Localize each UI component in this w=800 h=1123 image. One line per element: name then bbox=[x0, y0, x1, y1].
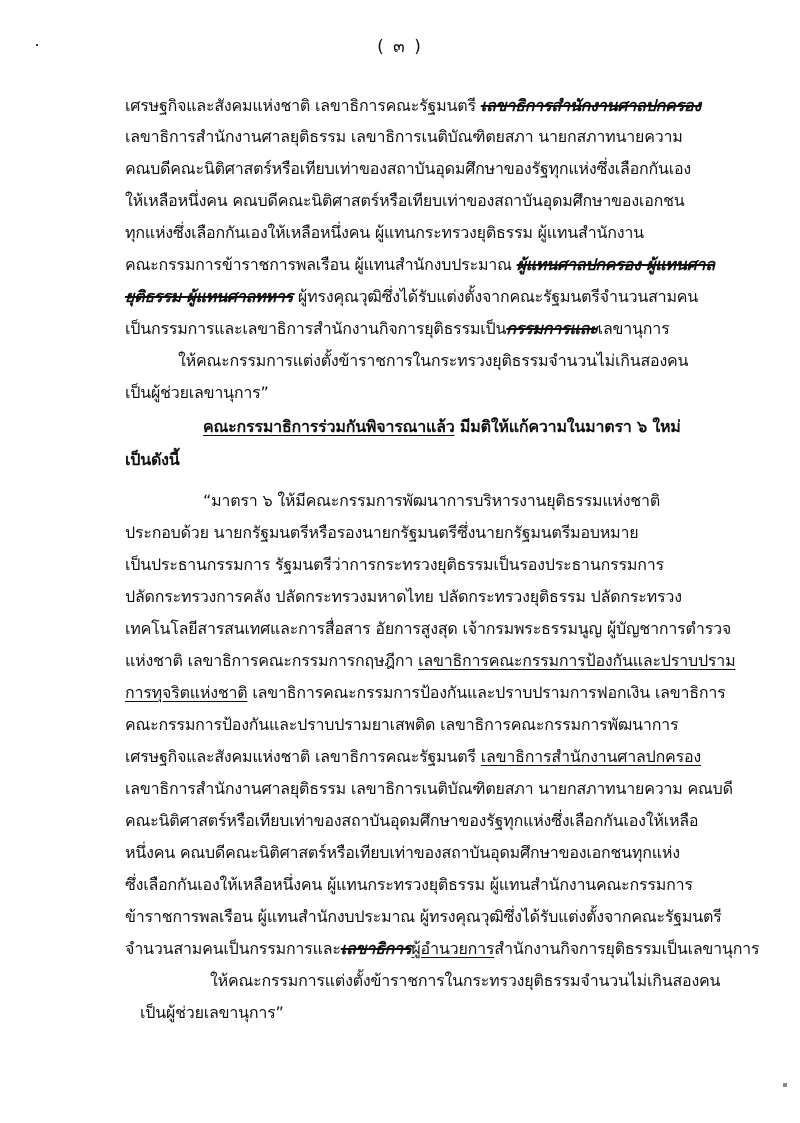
paragraph-line: ให้คณะกรรมการแต่งตั้งข้าราชการในกระทรวงยุติธรรมจำนวนไม่เกินสองคน bbox=[178, 351, 689, 370]
text-span: เศรษฐกิจและสังคมแห่งชาติ เลขาธิการคณะรัฐมนตรี bbox=[125, 747, 481, 766]
paragraph-line: ปลัดกระทรวงการคลัง ปลัดกระทรวงมหาดไทย ปลัดกระทรวงยุติธรรม ปลัดกระทรวง bbox=[125, 587, 682, 606]
struck-text: เลขาธิการ bbox=[340, 939, 412, 958]
paragraph-line bbox=[125, 650, 735, 672]
paragraph-line: คณะกรรมการป้องกันและปราบปรามยาเสพติด เลขาธิการคณะกรรมการพัฒนาการ bbox=[125, 715, 679, 734]
paragraph-line: เป็นประธานกรรมการ รัฐมนตรีว่าการกระทรวงยุติธรรมเป็นรองประธานกรรมการ bbox=[125, 555, 664, 574]
paragraph-line: เป็นผู้ช่วยเลขานุการ” bbox=[140, 1003, 284, 1022]
paragraph-line: ให้เหลือหนึ่งคน คณบดีคณะนิติศาสตร์หรือเทียบเท่าของสถาบันอุดมศึกษาของเอกชน bbox=[125, 191, 685, 210]
paragraph-line bbox=[125, 746, 701, 768]
text-span: แห่งชาติ เลขาธิการคณะกรรมการกฤษฎีกา bbox=[125, 651, 419, 670]
paragraph-line: ให้คณะกรรมการแต่งตั้งข้าราชการในกระทรวงยุติธรรมจำนวนไม่เกินสองคน bbox=[210, 971, 721, 990]
paragraph-line bbox=[125, 682, 726, 704]
struck-text: ยุติธรรม ผู้แทนศาลทหาร bbox=[125, 287, 294, 306]
scan-speck bbox=[783, 1083, 787, 1087]
struck-text: ผู้แทนศาลปกครอง ผู้แทนศาล bbox=[516, 255, 715, 274]
paragraph-line: คณบดีคณะนิติศาสตร์หรือเทียบเท่าของสถาบันอุดมศึกษาของรัฐทุกแห่งซึ่งเลือกกันเอง bbox=[125, 159, 692, 178]
paragraph-line bbox=[125, 95, 701, 117]
underlined-text: ผู้อำนวยการ bbox=[411, 939, 495, 958]
underlined-text: เลขาธิการสำนักงานศาลปกครอง bbox=[480, 747, 701, 766]
struck-text: เลขาธิการสำนักงานศาลปกครอง bbox=[480, 96, 701, 115]
text-span: คณะกรรมการข้าราชการพลเรือน ผู้แทนสำนักงบประมาณ bbox=[125, 255, 517, 274]
paragraph-line: “มาตรา ๖ ให้มีคณะกรรมการพัฒนาการบริหารงานยุติธรรมแห่งชาติ bbox=[203, 491, 661, 510]
paragraph-line: เลขาธิการสำนักงานศาลยุติธรรม เลขาธิการเนติบัณฑิตยสภา นายกสภาทนายความ คณบดี bbox=[125, 779, 733, 798]
resolution-heading: คณะกรรมาธิการร่วมกันพิจารณาแล้ว bbox=[203, 417, 455, 436]
paragraph-line: ซึ่งเลือกกันเองให้เหลือหนึ่งคน ผู้แทนกระทรวงยุติธรรม ผู้แทนสำนักงานคณะกรรมการ bbox=[125, 875, 693, 894]
paragraph-line: ข้าราชการพลเรือน ผู้แทนสำนักงบประมาณ ผู้ทรงคุณวุฒิซึ่งได้รับแต่งตั้งจากคณะรัฐมนตรี bbox=[125, 907, 722, 926]
text-span: เลขานุการ bbox=[597, 319, 670, 338]
paragraph-line: เป็นผู้ช่วยเลขานุการ” bbox=[125, 383, 269, 402]
paragraph-line: ประกอบด้วย นายกรัฐมนตรีหรือรองนายกรัฐมนตรีซึ่งนายกรัฐมนตรีมอบหมาย bbox=[125, 523, 639, 542]
paragraph-line: เทคโนโลยีสารสนเทศและการสื่อสาร อัยการสูงสุด เจ้ากรมพระธรรมนูญ ผู้บัญชาการตำรวจ bbox=[125, 619, 732, 638]
text-span: เป็นกรรมการและเลขาธิการสำนักงานกิจการยุติธรรมเป็น bbox=[125, 319, 507, 338]
text-span: เศรษฐกิจและสังคมแห่งชาติ เลขาธิการคณะรัฐมนตรี bbox=[125, 96, 481, 115]
text-span: จำนวนสามคนเป็นกรรมการและ bbox=[125, 939, 341, 958]
paragraph-line: หนึ่งคน คณบดีคณะนิติศาสตร์หรือเทียบเท่าของสถาบันอุดมศึกษาของเอกชนทุกแห่ง bbox=[125, 843, 680, 862]
text-span: สำนักงานกิจการยุติธรรมเป็นเลขานุการ bbox=[494, 939, 760, 958]
resolution-text: มีมติให้แก้ความในมาตรา ๖ ใหม่ bbox=[454, 417, 681, 436]
paragraph-line bbox=[125, 286, 698, 308]
text-span: เลขาธิการคณะกรรมการป้องกันและปราบปรามการฟอกเงิน เลขาธิการ bbox=[247, 683, 726, 702]
text-span: ผู้ทรงคุณวุฒิซึ่งได้รับแต่งตั้งจากคณะรัฐมนตรีจำนวนสามคน bbox=[293, 287, 699, 306]
resolution-line bbox=[203, 416, 681, 438]
paragraph-line bbox=[125, 318, 669, 340]
paragraph-line bbox=[125, 938, 759, 960]
paragraph-line: ทุกแห่งซึ่งเลือกกันเองให้เหลือหนึ่งคน ผู้แทนกระทรวงยุติธรรม ผู้แทนสำนักงาน bbox=[125, 223, 644, 242]
underlined-text: การทุจริตแห่งชาติ bbox=[125, 683, 248, 702]
underlined-text: เลขาธิการคณะกรรมการป้องกันและปราบปราม bbox=[418, 651, 736, 670]
paragraph-line bbox=[125, 254, 715, 276]
page-number: ( ๓ ) bbox=[377, 37, 423, 57]
paragraph-line: เลขาธิการสำนักงานศาลยุติธรรม เลขาธิการเนติบัณฑิตยสภา นายกสภาทนายความ bbox=[125, 127, 683, 146]
resolution-line: เป็นดังนี้ bbox=[125, 450, 180, 469]
struck-text: กรรมการและ bbox=[506, 319, 598, 338]
paragraph-line: คณะนิติศาสตร์หรือเทียบเท่าของสถาบันอุดมศึกษาของรัฐทุกแห่งซึ่งเลือกกันเองให้เหลือ bbox=[125, 811, 699, 830]
